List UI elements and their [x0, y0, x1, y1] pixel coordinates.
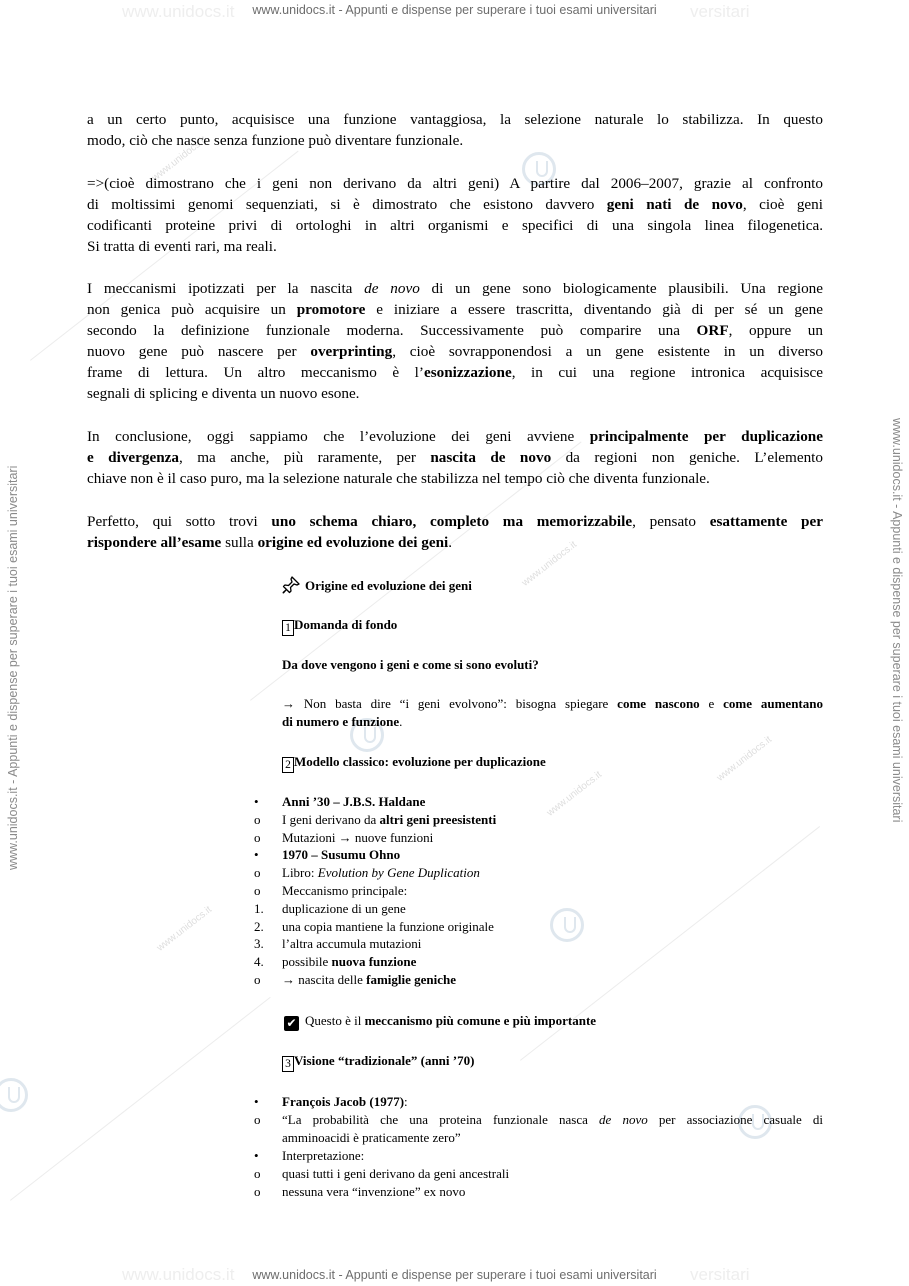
watermark-side-left: www.unidocs.it - Appunti e dispense per superare i tuoi esami universitari [6, 465, 20, 870]
watermark-side-right: www.unidocs.it - Appunti e dispense per superare i tuoi esami universitari [890, 418, 904, 823]
unidocs-logo-icon [0, 1078, 28, 1112]
section-1-question: Da dove vengono i geni e come si sono evoluti? [282, 657, 539, 672]
emphasis: geni nati de novo [606, 196, 743, 213]
paragraph-3 [87, 278, 823, 404]
bullet-marker: • [254, 1094, 259, 1109]
text-line: nuovo gene può nascere per overprinting, cioè sovrapponendosi a un gene esistente in un diverso [87, 343, 823, 360]
text-line: → Non basta dire “i geni evolvono”: bisogna spiegare come nascono e come aumentano [282, 696, 823, 711]
bullet-marker: • [254, 1148, 259, 1163]
watermark-diagonal-text: www.unidocs.it [545, 769, 604, 819]
list-item-text: I geni derivano da altri geni preesistenti [282, 811, 497, 827]
text-line: e divergenza, ma anche, più raramente, per nascita de novo da regioni non geniche. L’elemento [87, 449, 823, 466]
watermark-diagonal-text: www.unidocs.it [715, 734, 774, 784]
section-number: 2 [282, 757, 294, 773]
list-item-text: Mutazioni → nuove funzioni [282, 829, 434, 845]
pushpin-icon [282, 576, 300, 594]
text-line: secondo la definizione funzionale moderna. Successivamente può comparire una ORF, oppure un [87, 322, 823, 339]
section-1-heading: 1 Domanda di fondo [282, 616, 823, 636]
watermark-diagonal-line [10, 997, 271, 1201]
list-item-text: 1970 – Susumu Ohno [282, 847, 401, 863]
important-note: ✔ Questo è il meccanismo più comune e più importante [284, 1012, 825, 1031]
list-item-text: Anni ’30 – J.B.S. Haldane [282, 794, 426, 809]
watermark-ghost-bottom: www.unidocs.it [122, 1265, 235, 1284]
text-line: Si tratta di eventi rari, ma reali. [87, 238, 277, 255]
list-marker: 1. [254, 900, 264, 916]
text-line: a un certo punto, acquisisce una funzione vantaggiosa, la selezione naturale lo stabilizza. In questo [87, 111, 823, 128]
text-line: di moltissimi genomi sequenziati, si è dimostrato che esistono davvero geni nati de novo, cioè geni [87, 196, 823, 213]
circle-marker: o [254, 1184, 261, 1199]
check-icon: ✔ [284, 1016, 299, 1031]
list-marker: o [254, 829, 261, 845]
text-line: di numero e funzione. [282, 714, 403, 729]
watermark-ghost-top-right: versitari [690, 2, 750, 21]
watermark-diagonal-text: www.unidocs.it [155, 904, 214, 954]
schema-title-text: Origine ed evoluzione dei geni [305, 578, 472, 593]
paragraph-5 [87, 511, 823, 553]
section-1-note [282, 695, 823, 731]
text-line: rispondere all’esame sulla origine ed evoluzione dei geni. [87, 534, 453, 551]
section-number: 1 [282, 620, 294, 636]
text-line: chiave non è il caso puro, ma la selezione naturale che stabilizza nel tempo ciò che diventa funzionale. [87, 470, 710, 487]
list-item-text: l’altra accumula mutazioni [282, 936, 422, 952]
list-marker: 3. [254, 936, 264, 952]
list-marker: • [254, 794, 259, 809]
list-item-text: duplicazione di un gene [282, 900, 406, 916]
paragraph-1 [87, 109, 823, 151]
schema-title [282, 576, 823, 595]
text-line: segnali di splicing e diventa un nuovo esone. [87, 385, 360, 402]
list-item-text: Meccanismo principale: [282, 883, 408, 898]
section-2-heading: 2 Modello classico: evoluzione per duplicazione [282, 753, 823, 773]
section-number: 3 [282, 1056, 294, 1072]
list-marker: o [254, 883, 261, 898]
list-marker: • [254, 847, 259, 863]
watermark-diagonal-text: www.unidocs.it [150, 134, 209, 184]
text-line: In conclusione, oggi sappiamo che l’evoluzione dei geni avviene principalmente per duplicazione [87, 428, 823, 445]
watermark-ghost-bottom-right: versitari [690, 1265, 750, 1284]
text-line: codificanti proteine privi di ortologhi in altri organismi e specifici di una singola linea filogenetica. [87, 217, 823, 234]
watermark-ghost-top: www.unidocs.it [122, 2, 235, 21]
watermark-bottom: www.unidocs.it - Appunti e dispense per superare i tuoi esami universitari [252, 1268, 657, 1282]
list-item-text: una copia mantiene la funzione originale [282, 918, 494, 934]
list-marker: o [254, 972, 261, 987]
text-line: frame di lettura. Un altro meccanismo è l’esonizzazione, in cui una regione intronica acquisisce [87, 364, 823, 381]
watermark-top: www.unidocs.it - Appunti e dispense per superare i tuoi esami universitari [252, 3, 657, 17]
text-line: I meccanismi ipotizzati per la nascita de novo di un gene sono biologicamente plausibili. Una regione [87, 280, 824, 297]
circle-marker: o [254, 1166, 261, 1181]
text-line: non genica può acquisire un promotore e iniziare a essere trascritta, diventando già di per sé un gene [87, 301, 824, 318]
text-line: modo, ciò che nasce senza funzione può diventare funzionale. [87, 132, 464, 149]
list-item-text: → nascita delle famiglie geniche [282, 972, 457, 987]
text-line: Perfetto, qui sotto trovi uno schema chiaro, completo ma memorizzabile, pensato esattamente per [87, 513, 823, 530]
watermark-diagonal-text: www.unidocs.it [520, 539, 579, 589]
circle-marker: o [254, 1112, 261, 1127]
paragraph-4 [87, 426, 823, 489]
list-item-text: Libro: Evolution by Gene Duplication [282, 865, 480, 881]
text-line: =>(cioè dimostrano che i geni non derivano da altri geni) A partire dal 2006–2007, grazie al confronto [87, 175, 823, 192]
list-marker: o [254, 811, 261, 827]
list-marker: o [254, 865, 261, 881]
list-marker: 2. [254, 918, 264, 934]
paragraph-2 [87, 173, 823, 257]
section-3-heading: 3 Visione “tradizionale” (anni ’70) [282, 1052, 823, 1072]
list-marker: 4. [254, 954, 264, 970]
list-item-text: possibile nuova funzione [282, 954, 417, 970]
